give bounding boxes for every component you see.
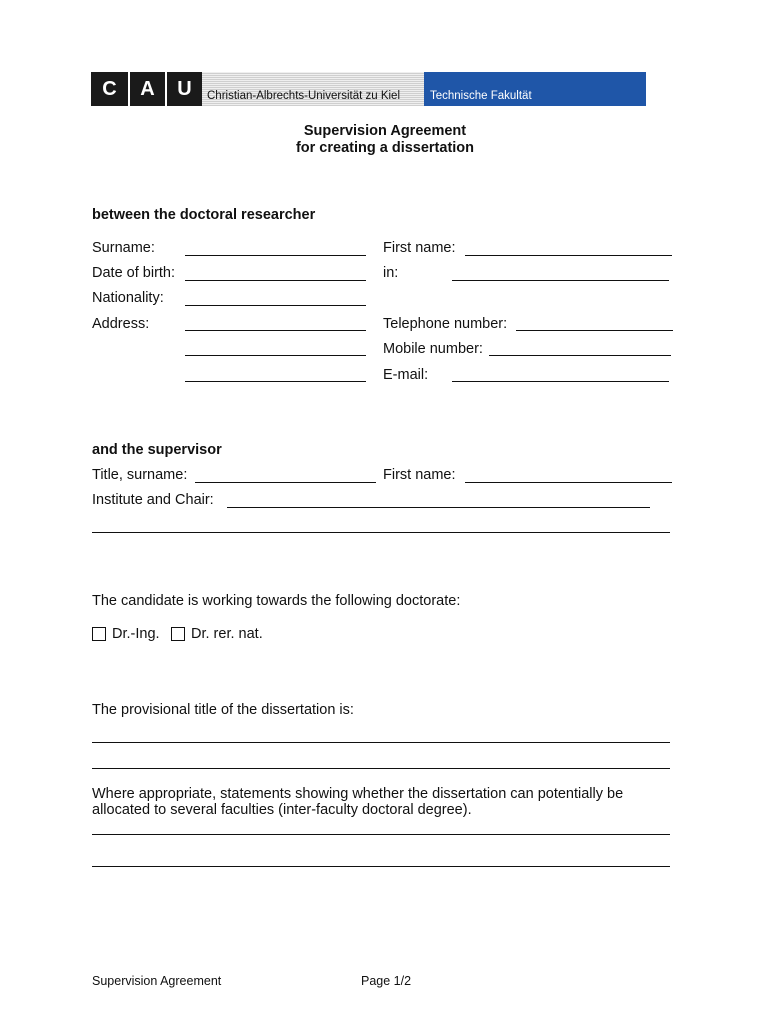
footer-title: Supervision Agreement xyxy=(92,974,222,988)
email-field[interactable] xyxy=(452,381,669,382)
telephone-field[interactable] xyxy=(516,330,673,331)
faculties-text-line-2: allocated to several faculties (inter-faculty doctoral degree). xyxy=(92,802,472,818)
dr-ing-checkbox[interactable] xyxy=(92,627,106,641)
birthplace-label: in: xyxy=(383,265,399,281)
first-name-label: First name: xyxy=(383,240,456,256)
document-title: Supervision Agreement xyxy=(303,123,467,139)
dissertation-title-field-1[interactable] xyxy=(92,742,670,743)
researcher-heading: between the doctoral researcher xyxy=(92,207,316,223)
nationality-field[interactable] xyxy=(185,305,366,306)
university-name: Christian-Albrechts-Universität zu Kiel xyxy=(207,90,401,102)
supervisor-heading: and the supervisor xyxy=(92,442,222,458)
address-field-line-1[interactable] xyxy=(185,330,366,331)
institute-field[interactable] xyxy=(227,507,650,508)
title-surname-label: Title, surname: xyxy=(92,467,188,483)
dissertation-title-text: The provisional title of the dissertation is: xyxy=(92,702,354,718)
surname-label: Surname: xyxy=(92,240,155,256)
mobile-label: Mobile number: xyxy=(383,341,483,357)
supervisor-first-name-field[interactable] xyxy=(465,482,672,483)
mobile-field[interactable] xyxy=(489,355,671,356)
institute-label: Institute and Chair: xyxy=(92,492,214,508)
logo-letter-u: U xyxy=(167,72,202,106)
faculty-name: Technische Fakultät xyxy=(430,90,532,102)
date-of-birth-label: Date of birth: xyxy=(92,265,176,281)
telephone-label: Telephone number: xyxy=(383,316,508,332)
surname-field[interactable] xyxy=(185,255,366,256)
title-surname-field[interactable] xyxy=(195,482,376,483)
nationality-label: Nationality: xyxy=(92,290,164,306)
page-number: Page 1/2 xyxy=(361,974,412,988)
faculties-field-2[interactable] xyxy=(92,866,670,867)
dr-ing-label: Dr.-Ing. xyxy=(112,626,160,642)
doctorate-text: The candidate is working towards the following doctorate: xyxy=(92,593,461,609)
logo-letter-c: C xyxy=(91,72,128,106)
logo-letter-a: A xyxy=(130,72,165,106)
date-of-birth-field[interactable] xyxy=(185,280,366,281)
faculties-field-1[interactable] xyxy=(92,834,670,835)
email-label: E-mail: xyxy=(383,367,429,383)
dr-rer-nat-label: Dr. rer. nat. xyxy=(191,626,263,642)
dissertation-title-field-2[interactable] xyxy=(92,768,670,769)
supervisor-first-name-label: First name: xyxy=(383,467,456,483)
address-field-line-3[interactable] xyxy=(185,381,366,382)
first-name-field[interactable] xyxy=(465,255,672,256)
faculties-text-line-1: Where appropriate, statements showing whether the dissertation can potentially be xyxy=(92,786,624,802)
document-subtitle: for creating a dissertation xyxy=(295,140,475,156)
birthplace-field[interactable] xyxy=(452,280,669,281)
address-label: Address: xyxy=(92,316,150,332)
address-field-line-2[interactable] xyxy=(185,355,366,356)
institute-field-line-2[interactable] xyxy=(92,532,670,533)
dr-rer-nat-checkbox[interactable] xyxy=(171,627,185,641)
